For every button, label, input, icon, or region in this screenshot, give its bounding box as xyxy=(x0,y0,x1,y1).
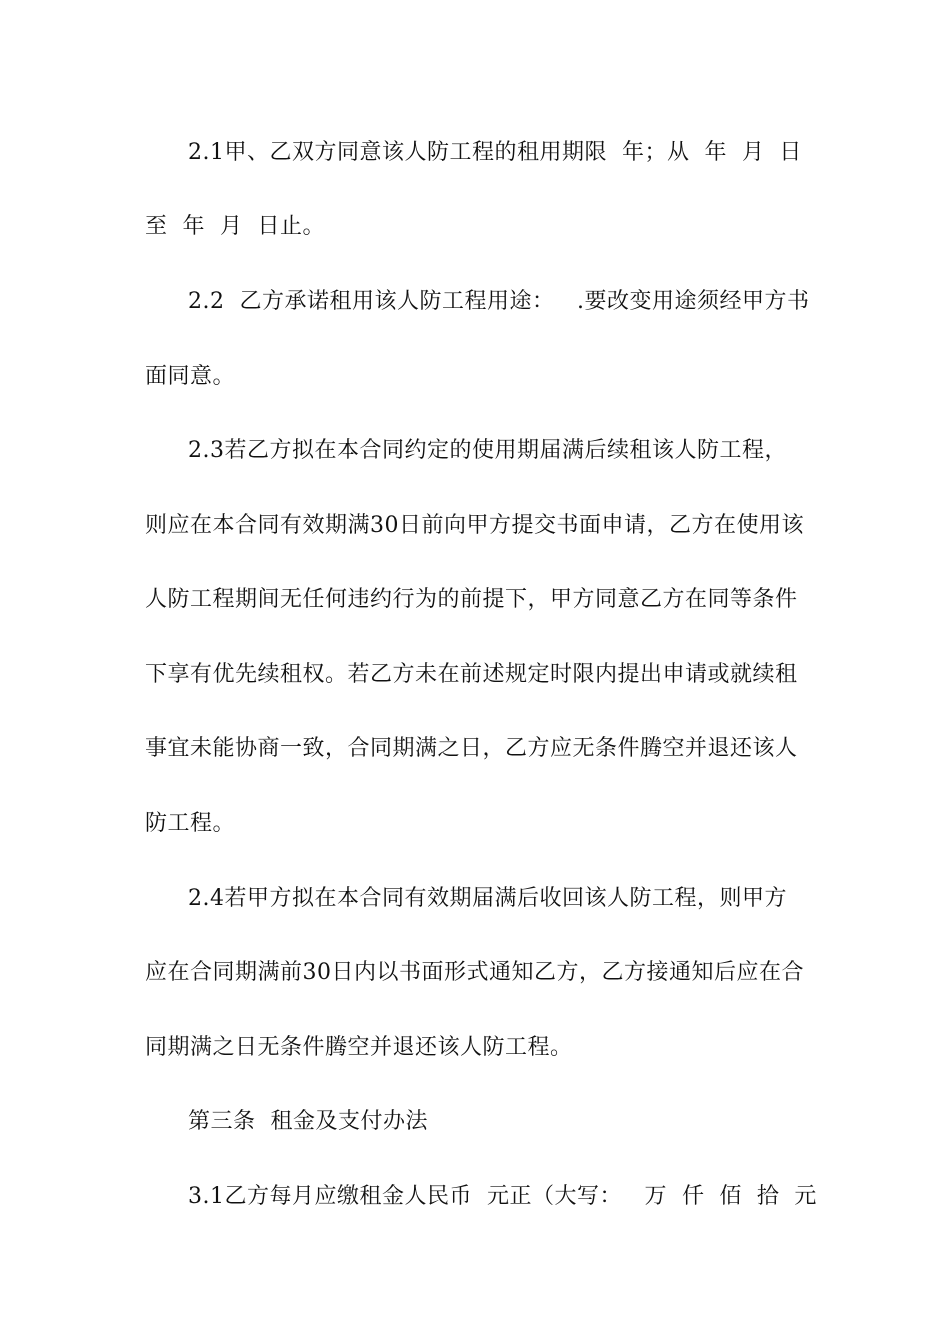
paragraph-2-3-line-1: 2.3若乙方拟在本合同约定的使用期届满后续租该人防工程， xyxy=(188,438,787,463)
paragraph-2-1-line-1: 2.1甲、乙双方同意该人防工程的租用期限 年；从 年 月 日 xyxy=(188,140,802,165)
paragraph-2-4-line-3: 同期满之日无条件腾空并退还该人防工程。 xyxy=(145,1035,573,1060)
paragraph-2-1-line-2: 至 年 月 日止。 xyxy=(145,214,325,239)
paragraph-2-3-line-2: 则应在本合同有效期满30日前向甲方提交书面申请，乙方在使用该 xyxy=(145,513,804,538)
paragraph-2-4-line-2: 应在合同期满前30日内以书面形式通知乙方，乙方接通知后应在合 xyxy=(145,960,804,985)
paragraph-2-2-line-2: 面同意。 xyxy=(145,364,236,389)
paragraph-2-4-line-1: 2.4若甲方拟在本合同有效期届满后收回该人防工程，则甲方 xyxy=(188,886,787,911)
paragraph-2-3-line-4: 下享有优先续租权。若乙方未在前述规定时限内提出申请或就续租 xyxy=(145,662,798,687)
section-heading-article-3: 第三条 租金及支付办法 xyxy=(188,1109,428,1134)
paragraph-2-2-line-1: 2.2 乙方承诺租用该人防工程用途： .要改变用途须经甲方书 xyxy=(188,289,810,314)
paragraph-3-1-line-1: 3.1乙方每月应缴租金人民币 元正（大写： 万 仟 佰 拾 元 xyxy=(188,1184,817,1209)
paragraph-2-3-line-3: 人防工程期间无任何违约行为的前提下，甲方同意乙方在同等条件 xyxy=(145,587,798,612)
paragraph-2-3-line-6: 防工程。 xyxy=(145,811,236,836)
paragraph-2-3-line-5: 事宜未能协商一致，合同期满之日，乙方应无条件腾空并退还该人 xyxy=(145,736,798,761)
